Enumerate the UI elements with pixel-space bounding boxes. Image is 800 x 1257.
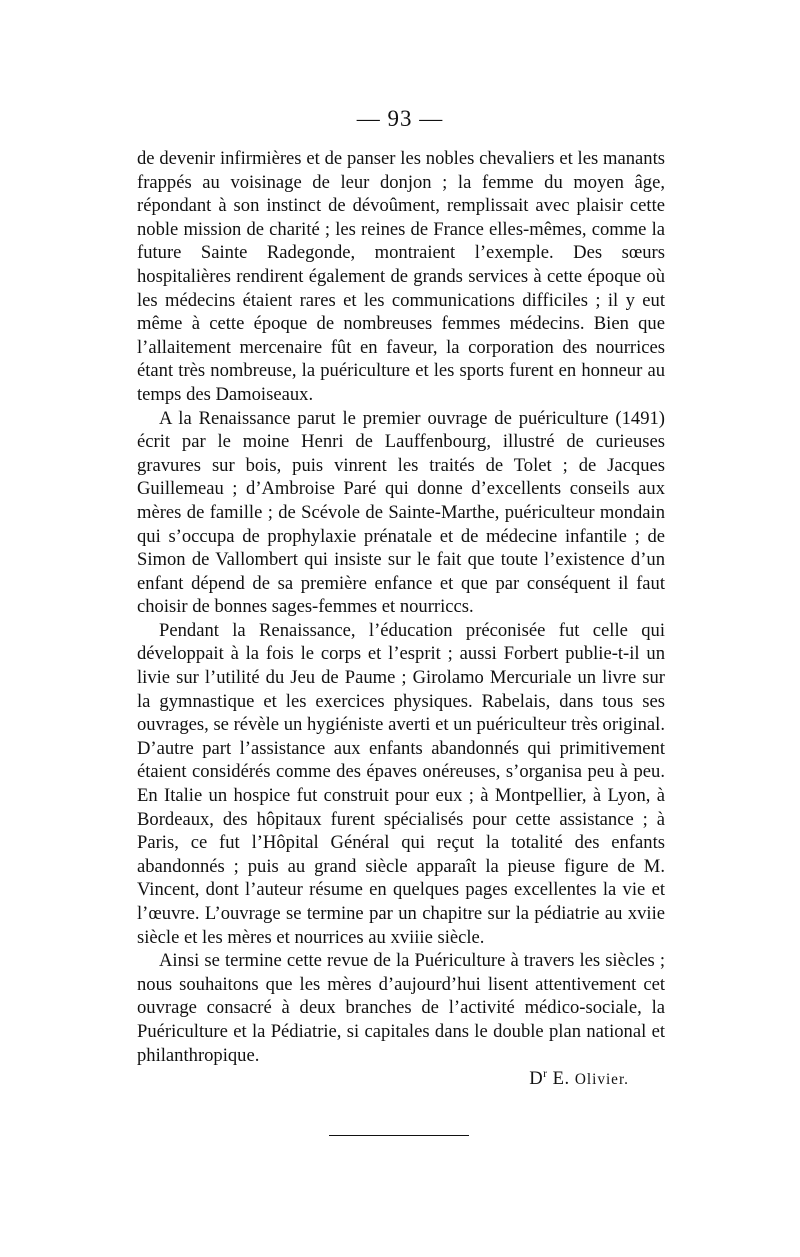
closing-rule [329,1135,469,1136]
signature-initial: E. [552,1068,570,1090]
signature-title-sup: r [543,1067,548,1080]
signature-title: D [529,1068,544,1090]
article-body [137,147,665,1092]
paragraph-4: Ainsi se termine cette revue de la Puériculture à travers les siècles ; nous souhaitons que les mères d’aujourd’hui lisent attentivement cet ouvrage consacré à deux branches de l’activité médico-sociale, la Puériculture et la Pédiatrie, si capitales dans le double plan national et philanthropique. [137,950,665,1066]
page-number: — 93 — [356,106,444,131]
signature-surname: Olivier. [574,1071,629,1089]
paragraph-2: A la Renaissance parut le premier ouvrage de puériculture (1491) écrit par le moine Henri de Lauffenbourg, illustré de curieuses gravures sur bois, puis vinrent les traités de Tolet ; de Jacques Guillemeau ; d’Ambroise Paré qui donne d’excellents conseils aux mères de famille ; de Scévole de Sainte-Marthe, puériculteur mondain qui s’occupa de prophylaxie prénatale et de médecine infantile ; de Simon de Vallombert qui insiste sur le fait que toute l’existence d’un enfant dépend de sa première enfance et que par conséquent il faut choisir de bonnes sages-femmes et nourriccs. [137,407,665,618]
paragraph-1: de devenir infirmières et de panser les nobles chevaliers et les manants frappés au voisinage de leur donjon ; la femme du moyen âge, répondant à son instinct de dévoûment, remplissait avec plaisir cette noble mission de charité ; les reines de France elles-mêmes, comme la future Sainte Radegonde, montraient l’exemple. Des sœurs hospitalières rendirent également de grands services à cette époque où les médecins étaient rares et les communications difficiles ; il y eut même à cette époque de nombreuses femmes médecins. Bien que l’allaitement mercenaire fût en faveur, la corporation des nourrices étant très nombreuse, la puériculture et les sports furent en honneur au temps des Damoiseaux. [137,148,665,405]
paragraph-3: Pendant la Renaissance, l’éducation préconisée fut celle qui développait à la fois le corps et l’esprit ; aussi Forbert publie-t-il un livie sur l’utilité du Jeu de Paume ; Girolamo Mercuriale un livre sur la gymnastique et les exercices physiques. Rabelais, dans tous ses ouvrages, se révèle un hygiéniste averti et un puériculteur très original. D’autre part l’assistance aux enfants abandonnés qui primitivement étaient considérés comme des épaves onéreuses, s’organisa peu à peu. En Italie un hospice fut construit pour eux ; à Montpellier, à Lyon, à Bordeaux, des hôpitaux furent spécialisés pour cette assistance ; à Paris, ce fut l’Hôpital Général qui reçut la totalité des enfants abandonnés ; puis au grand siècle apparaît la pieuse figure de M. Vincent, dont l’auteur résume en quelques pages excellentes la vie et l’œuvre. L’ouvrage se termine par un chapitre sur la pédiatrie au xviie siècle et les mères et nourrices au xviiie siècle. [137,619,665,948]
author-signature [137,1067,665,1092]
